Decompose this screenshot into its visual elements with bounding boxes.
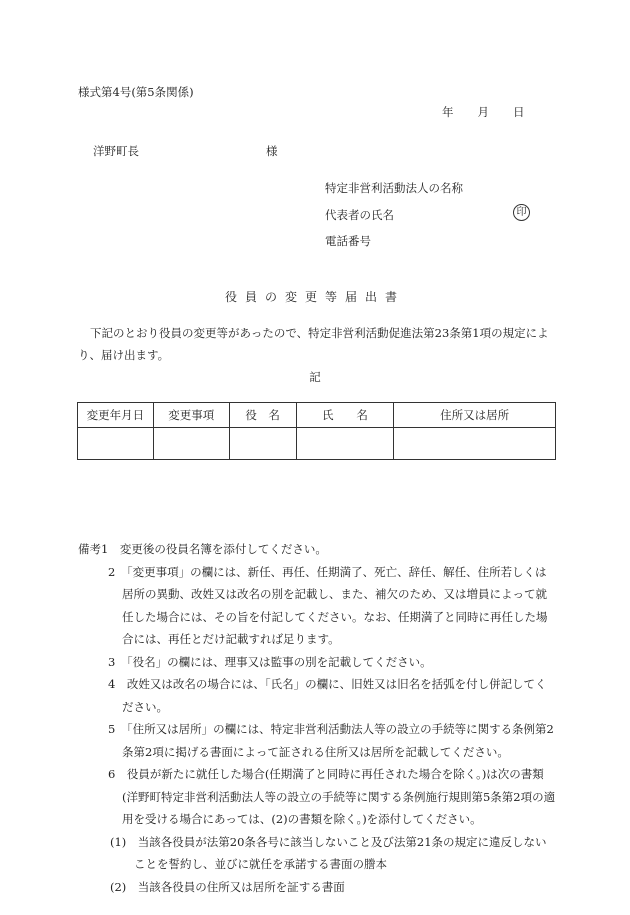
- honorific: 様: [266, 144, 278, 158]
- col-name: 氏 名: [296, 403, 394, 428]
- note-6-sub-1: (1) 当該各役員が法第20条各号に該当しないこと及び法第21条の規定に違反しないことを誓約し、並びに就任を承諾する書面の謄本: [110, 834, 547, 871]
- ki-marker: 記: [309, 370, 321, 384]
- cell-name[interactable]: [296, 428, 394, 460]
- note-3: 3 「役名」の欄には、理事又は監事の別を記載してください。: [108, 654, 432, 669]
- col-address: 住所又は居所: [394, 403, 556, 428]
- seal-mark: 印: [513, 204, 530, 221]
- cell-address[interactable]: [394, 428, 556, 460]
- note-6: 6 役員が新たに就任した場合(任期満了と同時に再任された場合を除く。)は次の書類(洋野町特定非営利活動法人等の設立の手続等に関する条例施行規則第5条第2項の適用を受ける場合にあっては、(2)の書類を除く。)を添付してください。: [108, 767, 556, 826]
- org-name-label: 特定非営利活動法人の名称: [325, 181, 463, 195]
- table-header-row: [78, 403, 556, 428]
- note-5: 5 「住所又は居所」の欄には、特定非営利活動法人等の設立の手続等に関する条例第2条第2項に掲げる書面によって証される住所又は居所を記載してください。: [108, 722, 554, 759]
- document-title: 役員の変更等届出書: [224, 290, 405, 304]
- note-2: 2 「変更事項」の欄には、新任、再任、任期満了、死亡、辞任、解任、住所若しくは居所の異動、改姓又は改名の別を記載し、また、補欠のため、又は増員によって就任した場合には、その旨を付記してください。なお、任期満了と同時に再任した場合には、再任とだけ記載すれば足ります。: [108, 564, 548, 646]
- col-position: 役 名: [229, 403, 296, 428]
- date-month: 月: [477, 105, 489, 119]
- table-row: [78, 428, 556, 460]
- notes-head: 備考1: [78, 542, 109, 556]
- body-text: 下記のとおり役員の変更等があったので、特定非営利活動促進法第23条第1項の規定により、届け出ます。: [78, 326, 549, 362]
- date-year: 年: [442, 105, 454, 119]
- notes: [78, 538, 558, 898]
- cell-change-date[interactable]: [78, 428, 154, 460]
- date-day: 日: [513, 105, 525, 119]
- date-line: [442, 104, 525, 120]
- addressee: 洋野町長: [93, 144, 139, 158]
- form-number: 様式第4号(第5条関係): [78, 85, 194, 99]
- col-change-date: 変更年月日: [78, 403, 154, 428]
- note-4: 4 改姓又は改名の場合には、「氏名」の欄に、旧姓又は旧名を括弧を付し併記してください。: [108, 677, 547, 714]
- note-1-text: 変更後の役員名簿を添付してください。: [119, 542, 327, 556]
- change-table: [77, 402, 556, 460]
- cell-change-item[interactable]: [153, 428, 229, 460]
- phone-label: 電話番号: [325, 234, 371, 248]
- representative-label: 代表者の氏名: [325, 208, 394, 222]
- note-6-sub-2: (2) 当該各役員の住所又は居所を証する書面: [110, 879, 345, 894]
- note-1: [78, 538, 558, 561]
- col-change-item: 変更事項: [153, 403, 229, 428]
- cell-position[interactable]: [229, 428, 296, 460]
